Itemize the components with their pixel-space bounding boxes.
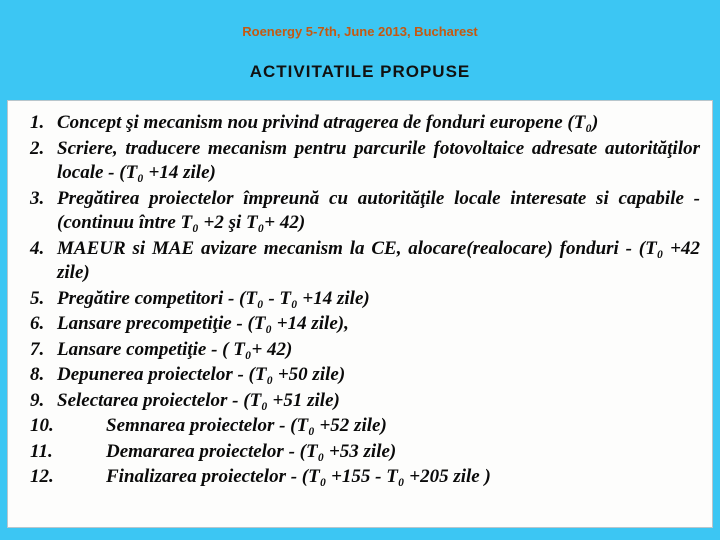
list-item (30, 287, 700, 312)
list-item (30, 363, 700, 388)
item-number: 12. (30, 466, 54, 487)
list-item (30, 465, 700, 490)
list-item (30, 312, 700, 337)
item-text: Lansare competiţie - ( T₀+ 42) (57, 338, 293, 360)
item-number: 3. (30, 187, 45, 209)
item-number: 10. (30, 415, 54, 436)
item-text: Scriere, traducere mecanism pentru parcurile fotovoltaice adresate autorităţilor locale - (T₀ +14 zile) (57, 137, 700, 183)
list-item (30, 137, 700, 186)
list-item (30, 414, 700, 439)
item-number: 6. (30, 313, 45, 334)
content-box (7, 100, 713, 528)
item-number: 1. (30, 112, 45, 133)
item-text: Pregătire competitori - (T₀ - T₀ +14 zile) (57, 287, 370, 309)
item-number: 7. (30, 338, 45, 360)
list-item (30, 187, 700, 236)
item-text: Lansare precompetiţie - (T₀ +14 zile), (57, 313, 349, 334)
slide-header: Roenergy 5-7th, June 2013, Bucharest (242, 24, 478, 39)
item-number: 5. (30, 287, 45, 309)
item-number: 8. (30, 364, 45, 385)
item-text: Concept şi mecanism nou privind atragerea de fonduri europene (T₀) (57, 112, 599, 133)
item-text: Demararea proiectelor - (T₀ +53 zile) (106, 440, 397, 462)
activity-list (30, 111, 700, 490)
list-item (30, 389, 700, 414)
item-number: 11. (30, 440, 53, 462)
item-number: 9. (30, 389, 45, 411)
list-item (30, 111, 700, 136)
item-text: MAEUR si MAE avizare mecanism la CE, alocare(realocare) fonduri - (T₀ +42 zile) (57, 237, 700, 283)
item-number: 2. (30, 137, 45, 159)
slide-title: ACTIVITATILE PROPUSE (249, 62, 471, 81)
list-item (30, 338, 700, 363)
item-text: Pregătirea proiectelor împreună cu autorităţile locale interesate si capabile - (continuu între T₀ +2 şi T₀+ 42) (57, 187, 700, 233)
item-text: Semnarea proiectelor - (T₀ +52 zile) (106, 415, 387, 436)
item-text: Finalizarea proiectelor - (T₀ +155 - T₀ +205 zile ) (106, 466, 491, 487)
list-item (30, 237, 700, 286)
item-number: 4. (30, 237, 45, 259)
list-item (30, 440, 700, 465)
item-text: Depunerea proiectelor - (T₀ +50 zile) (57, 364, 346, 385)
item-text: Selectarea proiectelor - (T₀ +51 zile) (57, 389, 340, 411)
